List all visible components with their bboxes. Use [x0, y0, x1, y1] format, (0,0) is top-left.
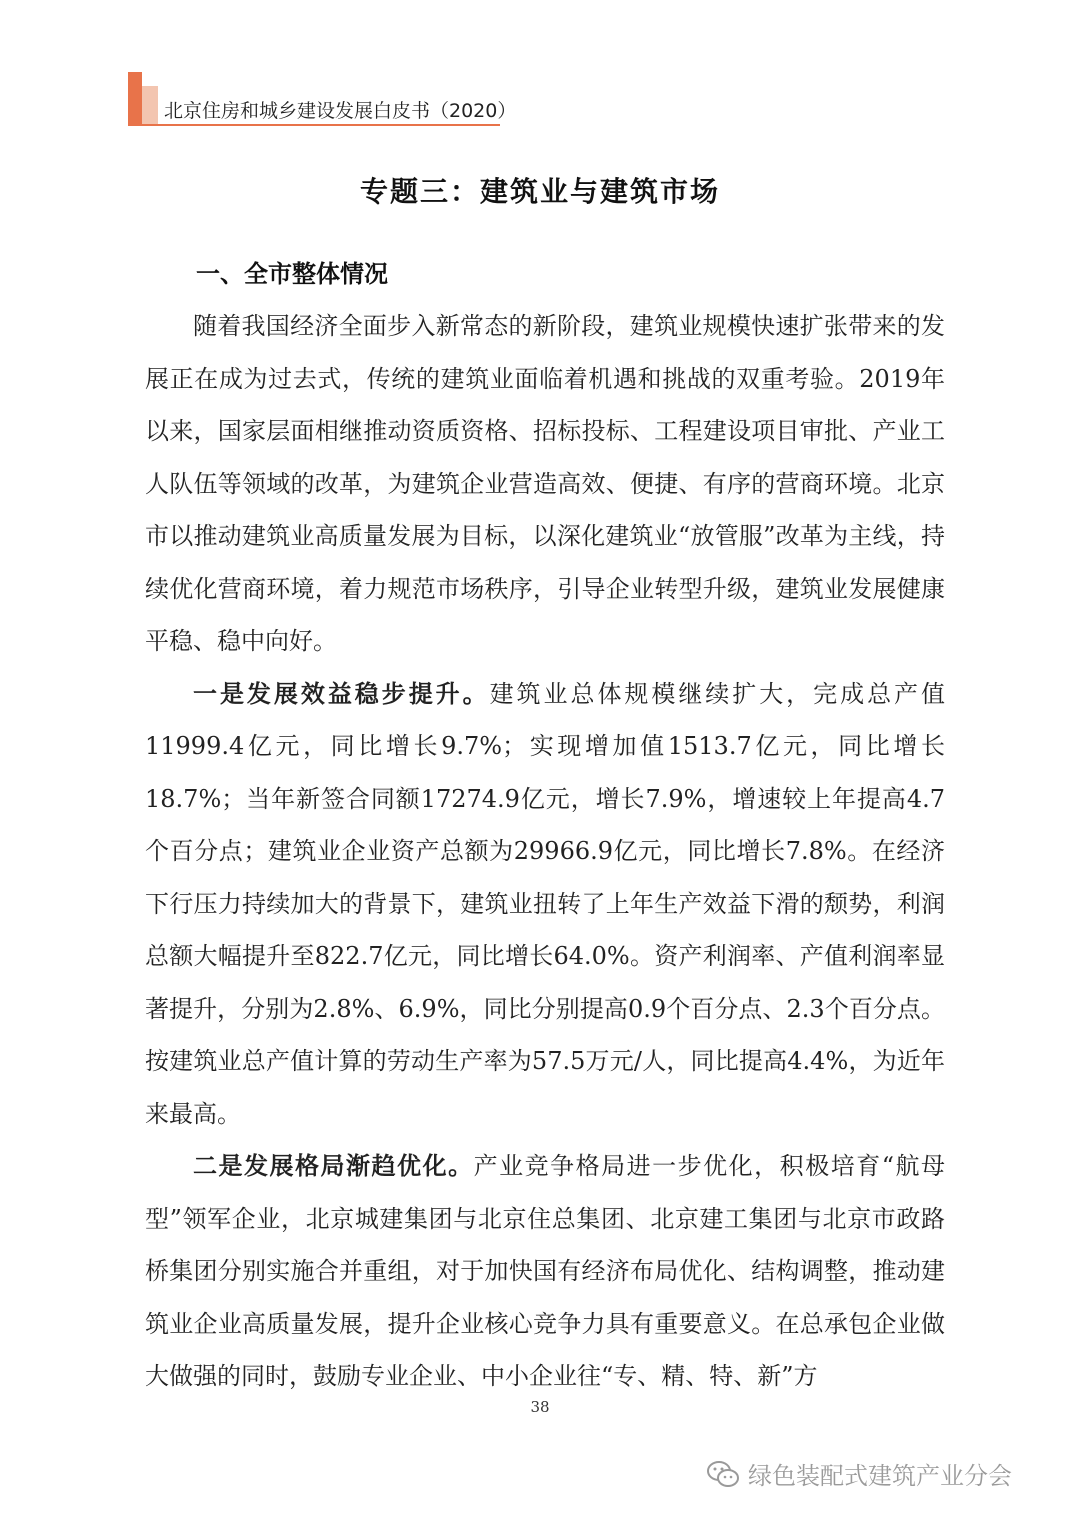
header-accent-bar-light: [142, 86, 158, 124]
document-body: [145, 300, 945, 1403]
paragraph-text: 产业竞争格局进一步优化，积极培育“航母型”领军企业，北京城建集团与北京住总集团、北京建工集团与北京市政路桥集团分别实施合并重组，对于加快国有经济布局优化、结构调整，推动建筑业企业高质量发展，提升企业核心竞争力具有重要意义。在总承包企业做大做强的同时，鼓励专业企业、中小企业往“专、精、特、新”方: [145, 1152, 945, 1390]
paragraph: [145, 668, 945, 1141]
header-title: 北京住房和城乡建设发展白皮书（2020）: [164, 100, 517, 122]
watermark-text: 绿色装配式建筑产业分会: [748, 1462, 1012, 1490]
header-rule: [128, 124, 500, 126]
paragraph-lead: 二是发展格局渐趋优化。: [193, 1152, 474, 1180]
paragraph: 随着我国经济全面步入新常态的新阶段，建筑业规模快速扩张带来的发展正在成为过去式，传统的建筑业面临着机遇和挑战的双重考验。2019年以来，国家层面相继推动资质资格、招标投标、工程建设项目审批、产业工人队伍等领域的改革，为建筑企业营造高效、便捷、有序的营商环境。北京市以推动建筑业高质量发展为目标，以深化建筑业“放管服”改革为主线，持续优化营商环境，着力规范市场秩序，引导企业转型升级，建筑业发展健康平稳、稳中向好。: [145, 312, 945, 655]
watermark: [706, 1456, 1012, 1491]
paragraph-text: 建筑业总体规模继续扩大，完成总产值11999.4亿元，同比增长9.7%；实现增加值1513.7亿元，同比增长18.7%；当年新签合同额17274.9亿元，增长7.9%，增速较上年提高4.7个百分点；建筑业企业资产总额为29966.9亿元，同比增长7.8%。在经济下行压力持续加大的背景下，建筑业扭转了上年生产效益下滑的颓势，利润总额大幅提升至822.7亿元，同比增长64.0%。资产利润率、产值利润率显著提升，分别为2.8%、6.9%，同比分别提高0.9个百分点、2.3个百分点。按建筑业总产值计算的劳动生产率为57.5万元/人，同比提高4.4%，为近年来最高。: [145, 679, 945, 1128]
section-heading: 一、全市整体情况: [196, 260, 388, 288]
page-number: 38: [530, 1398, 550, 1416]
wechat-icon: [706, 1459, 740, 1489]
header-accent-bar: [128, 72, 142, 124]
running-header: [128, 72, 688, 128]
paragraph-lead: 一是发展效益稳步提升。: [193, 679, 490, 708]
document-title: 专题三：建筑业与建筑市场: [359, 175, 720, 208]
paragraph: [145, 1140, 945, 1403]
